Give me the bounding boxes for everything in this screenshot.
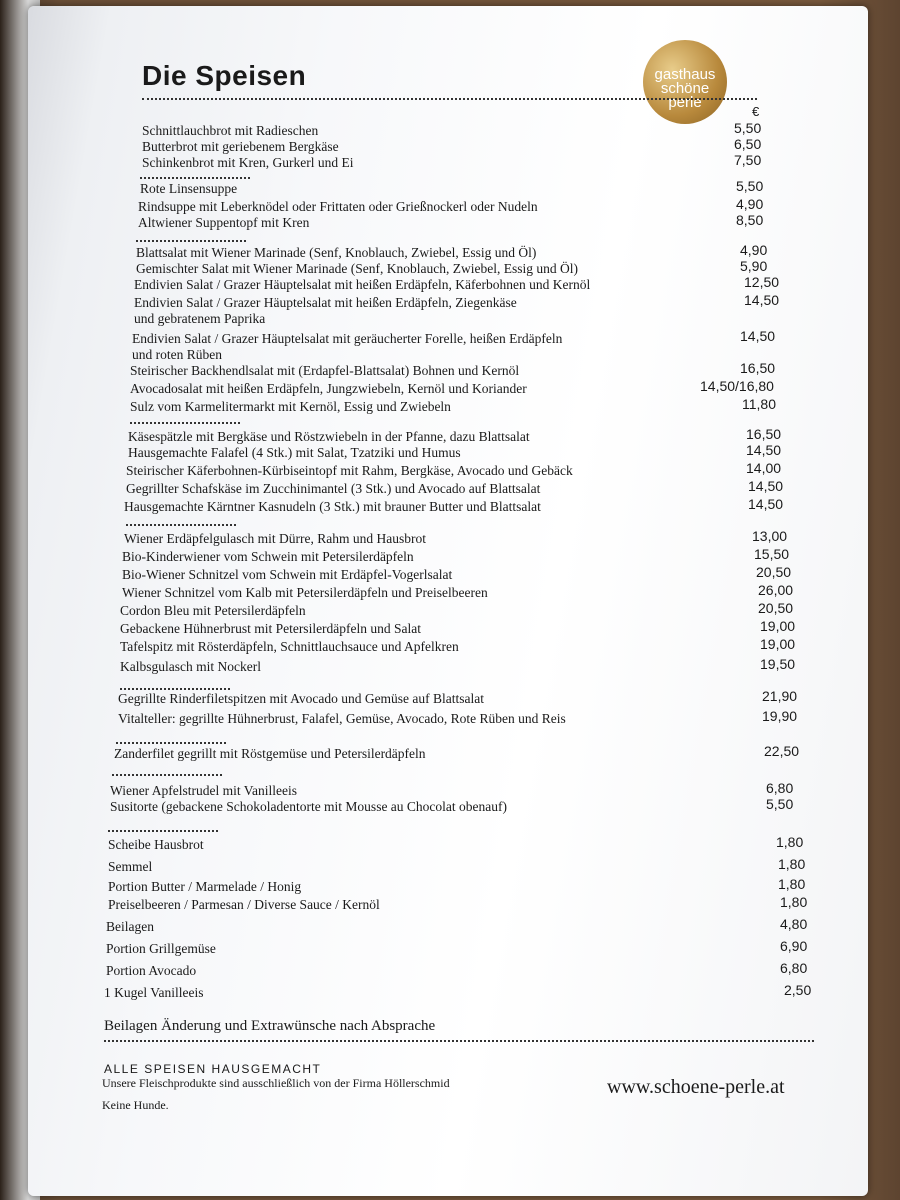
menu-item-price: 14,50 <box>748 496 784 512</box>
menu-item-price: 5,50 <box>734 120 762 136</box>
menu-item-price: 4,90 <box>736 196 764 212</box>
menu-item-price: 21,90 <box>762 688 798 704</box>
menu-item-price: 19,50 <box>760 656 796 672</box>
menu-item-name: Wiener Apfelstrudel mit Vanilleeis <box>110 783 298 798</box>
menu-item-name: Blattsalat mit Wiener Marinade (Senf, Knoblauch, Zwiebel, Essig und Öl) <box>136 245 537 260</box>
menu-item-price: 7,50 <box>734 152 762 168</box>
section-divider <box>136 240 246 242</box>
menu-item-name: Endivien Salat / Grazer Häuptelsalat mit heißen Erdäpfeln, Käferbohnen und Kernöl <box>134 277 591 292</box>
menu-item-price: 1,80 <box>780 894 808 910</box>
footer-line-1: Unsere Fleischprodukte sind ausschließlich von der Firma Höllerschmid <box>102 1076 450 1090</box>
gasthaus-logo <box>643 40 727 124</box>
menu-item-price: 13,00 <box>752 528 788 544</box>
menu-item-name: Bio-Wiener Schnitzel vom Schwein mit Erdäpfel-Vogerlsalat <box>122 567 453 582</box>
menu-item-name: Käsespätzle mit Bergkäse und Röstzwiebeln in der Pfanne, dazu Blattsalat <box>128 429 530 444</box>
menu-item-name: Gegrillte Rinderfiletspitzen mit Avocado und Gemüse auf Blattsalat <box>118 691 485 706</box>
section-divider <box>126 524 236 526</box>
menu-item-price: 6,80 <box>780 960 808 976</box>
menu-item-name-cont: und roten Rüben <box>132 347 222 362</box>
website-link[interactable]: www.schoene-perle.at <box>607 1076 785 1098</box>
menu-item-price: 14,50 <box>748 478 784 494</box>
menu-item-price: 14,50 <box>744 292 780 308</box>
menu-item-name: Wiener Schnitzel vom Kalb mit Petersilerdäpfeln und Preiselbeeren <box>122 585 488 600</box>
menu-item-name: Susitorte (gebackene Schokoladentorte mit Mousse au Chocolat obenauf) <box>110 799 508 814</box>
menu-item-name: Altwiener Suppentopf mit Kren <box>138 215 310 230</box>
menu-item-name: Rindsuppe mit Leberknödel oder Frittaten oder Grießnockerl oder Nudeln <box>138 199 538 214</box>
menu-item-name: Rote Linsensuppe <box>140 181 238 196</box>
menu-item-name: Endivien Salat / Grazer Häuptelsalat mit geräucherter Forelle, heißen Erdäpfeln <box>132 331 563 346</box>
menu-item-name: Butterbrot mit geriebenem Bergkäse <box>142 139 339 154</box>
footer-note: Beilagen Änderung und Extrawünsche nach Absprache <box>104 1018 436 1034</box>
menu-item-price: 11,80 <box>742 396 776 412</box>
menu-item-name: Gegrillter Schafskäse im Zucchinimantel (3 Stk.) und Avocado auf Blattsalat <box>126 481 541 496</box>
menu-item-price: 16,50 <box>746 426 782 442</box>
menu-item-name: Endivien Salat / Grazer Häuptelsalat mit heißen Erdäpfeln, Ziegenkäse <box>134 295 517 310</box>
menu-item-name: Hausgemachte Kärntner Kasnudeln (3 Stk.) mit brauner Butter und Blattsalat <box>124 499 541 514</box>
section-divider <box>140 177 250 179</box>
menu-item-name: Sulz vom Karmelitermarkt mit Kernöl, Essig und Zwiebeln <box>130 399 451 414</box>
menu-item-name: Scheibe Hausbrot <box>108 837 204 852</box>
menu-item-price: 19,00 <box>760 636 796 652</box>
menu-item-name: Beilagen <box>106 919 154 934</box>
menu-item-price: 5,50 <box>766 796 794 812</box>
menu-item-name: Portion Avocado <box>106 963 197 978</box>
menu-item-name: Cordon Bleu mit Petersilerdäpfeln <box>120 603 306 618</box>
menu-item-price: 5,90 <box>740 258 768 274</box>
menu-item-price: 2,50 <box>784 982 812 998</box>
footer-line-2: Keine Hunde. <box>102 1098 169 1112</box>
menu-item-name: Preiselbeeren / Parmesan / Diverse Sauce / Kernöl <box>108 897 380 912</box>
section-divider <box>112 774 222 776</box>
menu-item-price: 26,00 <box>758 582 794 598</box>
logo-line-2: schöne <box>660 80 710 97</box>
section-divider <box>108 830 218 832</box>
menu-item-price: 15,50 <box>754 546 790 562</box>
menu-item-name: Portion Butter / Marmelade / Honig <box>108 879 302 894</box>
menu-page <box>100 40 840 1150</box>
menu-item-price: 14,50 <box>740 328 776 344</box>
menu-item-name: Portion Grillgemüse <box>106 941 216 956</box>
footer-caps: ALLE SPEISEN HAUSGEMACHT <box>104 1062 322 1076</box>
menu-item-price: 8,50 <box>736 212 764 228</box>
menu-item-name: Steirischer Backhendlsalat mit (Erdapfel-Blattsalat) Bohnen und Kernöl <box>130 363 520 378</box>
menu-item-price: 6,90 <box>780 938 808 954</box>
menu-item-name: Schinkenbrot mit Kren, Gurkerl und Ei <box>142 155 354 170</box>
menu-item-name: 1 Kugel Vanilleeis <box>104 985 204 1000</box>
menu-item-name: Avocadosalat mit heißen Erdäpfeln, Jungzwiebeln, Kernöl und Koriander <box>130 381 527 396</box>
menu-item-price: 5,50 <box>736 178 764 194</box>
menu-item-name: Wiener Erdäpfelgulasch mit Dürre, Rahm und Hausbrot <box>124 531 426 546</box>
logo-line-1: gasthaus <box>654 66 716 83</box>
logo-line-3: perle <box>668 94 702 111</box>
page-title: Die Speisen <box>142 60 307 91</box>
menu-item-price: 20,50 <box>756 564 792 580</box>
menu-item-price: 12,50 <box>744 274 780 290</box>
menu-item-name: Bio-Kinderwiener vom Schwein mit Petersilerdäpfeln <box>122 549 414 564</box>
currency-label: € <box>752 104 760 119</box>
menu-item-name: Gemischter Salat mit Wiener Marinade (Senf, Knoblauch, Zwiebel, Essig und Öl) <box>136 261 578 276</box>
menu-item-price: 6,80 <box>766 780 794 796</box>
menu-item-price: 19,00 <box>760 618 796 634</box>
menu-item-price: 19,90 <box>762 708 798 724</box>
section-divider <box>130 422 240 424</box>
menu-item-price: 6,50 <box>734 136 762 152</box>
menu-item-price: 14,50/16,80 <box>700 378 774 394</box>
section-divider <box>116 742 226 744</box>
title-divider <box>142 98 757 100</box>
menu-item-price: 22,50 <box>764 743 800 759</box>
menu-item-name: Zanderfilet gegrillt mit Röstgemüse und Petersilerdäpfeln <box>114 746 426 761</box>
section-divider <box>120 688 230 690</box>
menu-item-name: Schnittlauchbrot mit Radieschen <box>142 123 319 138</box>
menu-item-name-cont: und gebratenem Paprika <box>134 311 266 326</box>
menu-item-name: Vitalteller: gegrillte Hühnerbrust, Falafel, Gemüse, Avocado, Rote Rüben und Reis <box>118 711 566 726</box>
menu-item-price: 20,50 <box>758 600 794 616</box>
menu-item-price: 14,50 <box>746 442 782 458</box>
menu-item-name: Gebackene Hühnerbrust mit Petersilerdäpfeln und Salat <box>120 621 422 636</box>
menu-item-name: Tafelspitz mit Rösterdäpfeln, Schnittlauchsauce und Apfelkren <box>120 639 459 654</box>
menu-item-name: Steirischer Käferbohnen-Kürbiseintopf mit Rahm, Bergkäse, Avocado und Gebäck <box>126 463 573 478</box>
menu-item-name: Semmel <box>108 859 153 874</box>
footer-divider <box>104 1040 814 1042</box>
menu-item-name: Kalbsgulasch mit Nockerl <box>120 659 261 674</box>
menu-item-price: 14,00 <box>746 460 782 476</box>
menu-item-price: 1,80 <box>778 876 806 892</box>
menu-item-price: 4,80 <box>780 916 808 932</box>
menu-item-price: 1,80 <box>778 856 806 872</box>
menu-item-name: Hausgemachte Falafel (4 Stk.) mit Salat, Tzatziki und Humus <box>128 445 461 460</box>
menu-item-price: 1,80 <box>776 834 804 850</box>
menu-item-price: 4,90 <box>740 242 768 258</box>
menu-item-price: 16,50 <box>740 360 776 376</box>
